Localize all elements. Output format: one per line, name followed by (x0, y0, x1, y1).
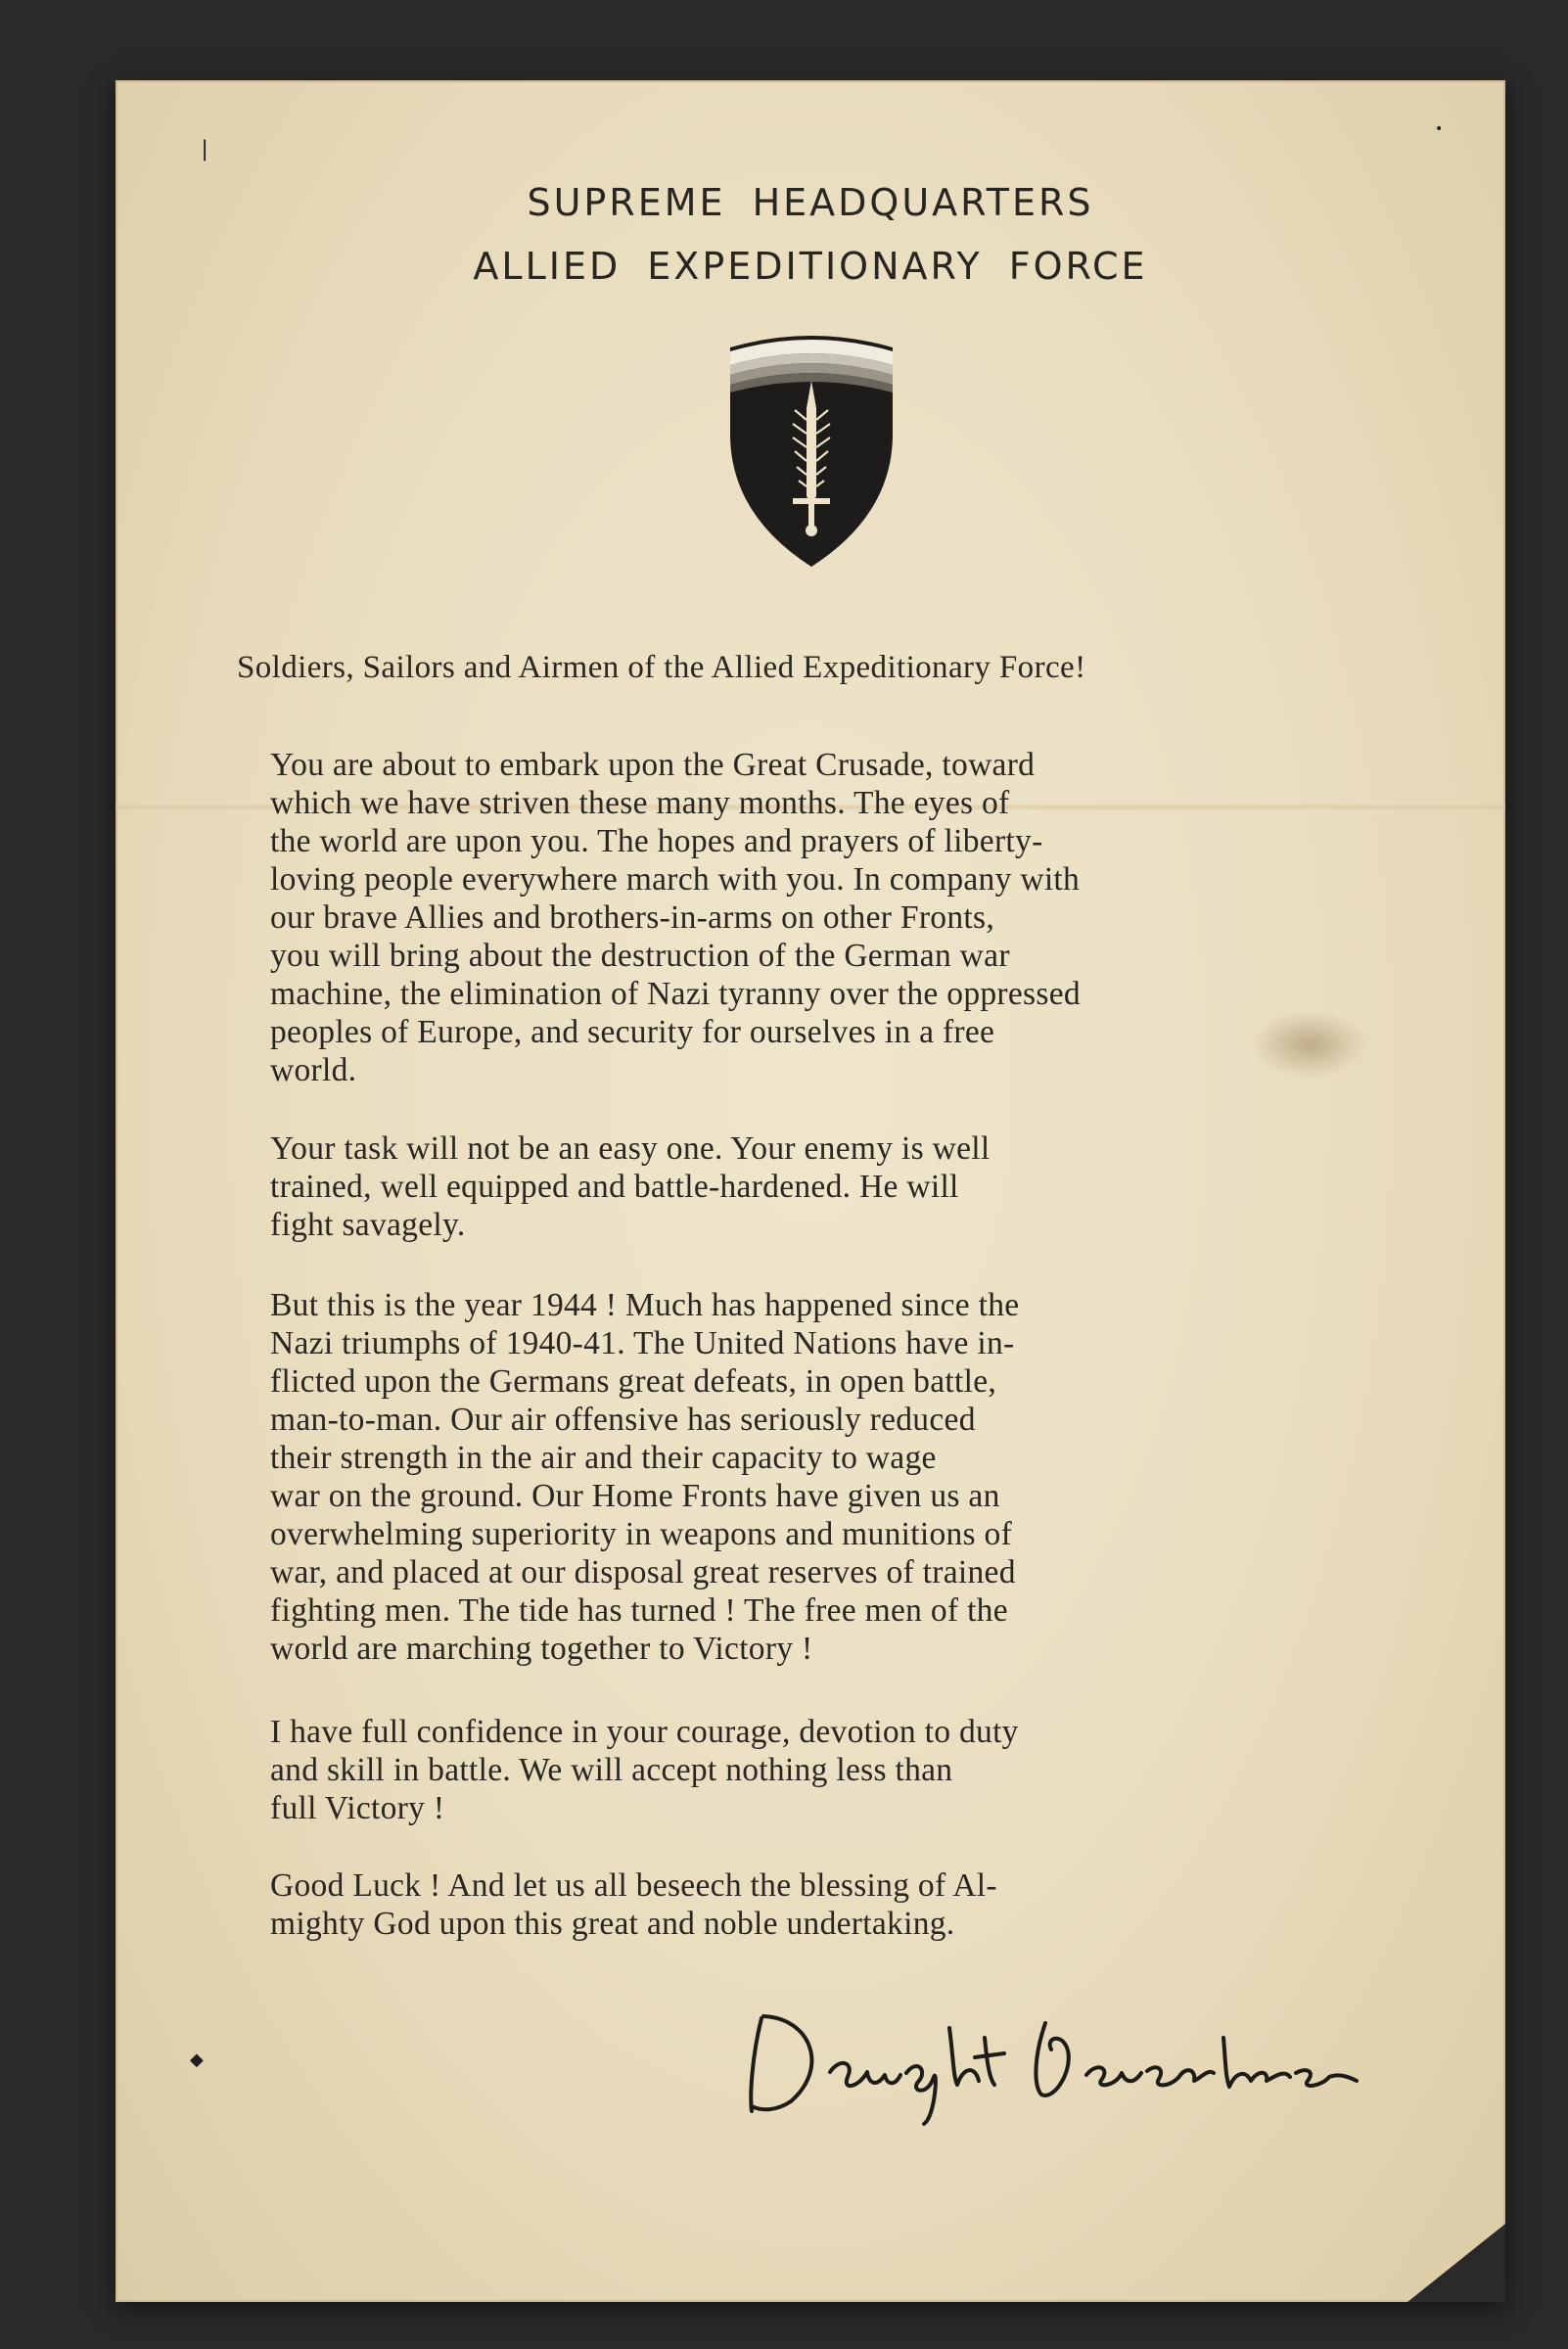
ink-dot: • (1435, 121, 1444, 137)
paragraph-4: I have full confidence in your courage, devotion to duty and skill in battle. We will accept nothing less than full Victory ! (270, 1714, 1019, 1826)
pin-hole-mark: ❘ (196, 137, 214, 161)
paragraph-1: You are about to embark upon the Great Crusade, toward which we have striven these many months. The eyes of the world are upon you. The hopes and prayers of liberty- loving people everywhere march with you. In company with our brave Allies and brothers-in-arms on other Fronts, you will bring about the destruction of the German war machine, the elimination of Nazi tyranny over the oppressed peoples of Europe, and security for ourselves in a free world. (270, 747, 1081, 1088)
header-line-2: ALLIED EXPEDITIONARY FORCE (473, 245, 1148, 288)
salutation: Soldiers, Sailors and Airmen of the Allied Expeditionary Force! (237, 650, 1086, 685)
shaef-shoulder-patch-icon (722, 330, 900, 570)
torn-corner (1407, 2224, 1505, 2302)
paragraph-5: Good Luck ! And let us all beseech the blessing of Al- mighty God upon this great and noble undertaking. (270, 1867, 997, 1942)
ink-dot: ◆ (190, 2050, 204, 2070)
paragraph-3: But this is the year 1944 ! Much has happened since the Nazi triumphs of 1940-41. The United Nations have in- flicted upon the Germans great defeats, in open battle, man-to-man. Our air offensive has seriously reduced their strength in the air and their capacity to wage war on the ground. Our Home Fronts have given us an overwhelming superiority in weapons and munitions of war, and placed at our disposal great reserves of trained fighting men. The tide has turned ! The free men of the world are marching together to Victory ! (270, 1287, 1020, 1667)
proclamation-sheet (115, 80, 1505, 2302)
header-line-1: SUPREME HEADQUARTERS (527, 181, 1094, 224)
paragraph-2: Your task will not be an easy one. Your enemy is well trained, well equipped and battle-hardened. He will fight savagely. (270, 1130, 991, 1243)
handwritten-signature (722, 1979, 1368, 2126)
